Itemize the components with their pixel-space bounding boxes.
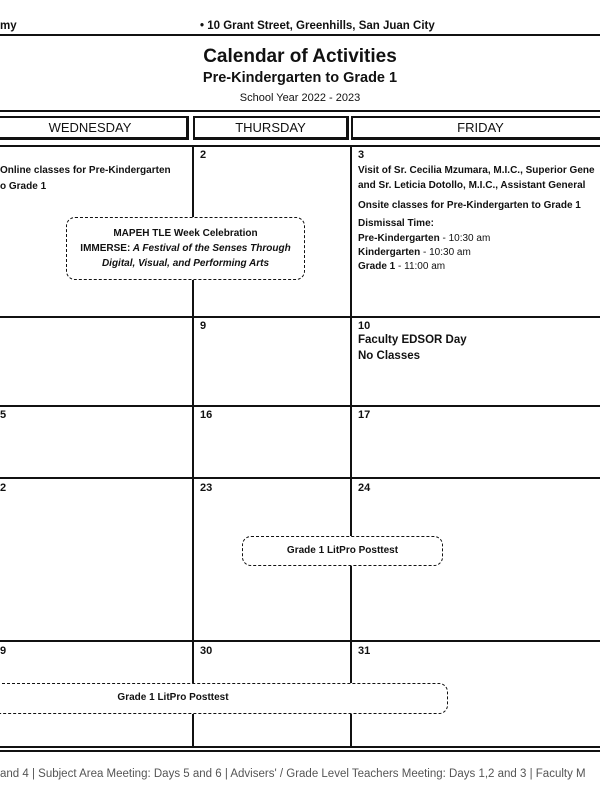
day-number: 30 bbox=[200, 645, 213, 657]
column-header-friday: FRIDAY bbox=[351, 116, 600, 140]
page-title: Calendar of Activities bbox=[203, 46, 397, 67]
day-number: 17 bbox=[358, 409, 371, 421]
dismissal-level: Pre-Kindergarten bbox=[358, 233, 440, 244]
dismissal-time: - 10:30 am bbox=[420, 247, 471, 258]
event-mapeh-immerse: IMMERSE: bbox=[80, 243, 131, 254]
column-header-thursday: THURSDAY bbox=[193, 116, 349, 140]
column-header-wednesday: WEDNESDAY bbox=[0, 116, 189, 140]
day-number: 3 bbox=[358, 149, 365, 161]
day-number: 9 bbox=[200, 320, 207, 332]
grid-line-week4 bbox=[0, 477, 600, 479]
day-number: 23 bbox=[200, 482, 213, 494]
school-year: School Year 2022 - 2023 bbox=[239, 92, 361, 104]
dismissal-row bbox=[358, 259, 445, 274]
event-litpro-posttest-week4[interactable] bbox=[242, 536, 443, 566]
grid-line-top bbox=[0, 145, 600, 147]
event-litpro-label: Grade 1 LitPro Posttest bbox=[117, 692, 229, 703]
dismissal-time: - 11:00 am bbox=[395, 261, 446, 272]
event-mapeh-line3: Digital, Visual, and Performing Arts bbox=[101, 258, 270, 269]
grid-line-bottom bbox=[0, 746, 600, 748]
fri-week1-dismissal-heading: Dismissal Time: bbox=[358, 218, 434, 229]
event-litpro-label: Grade 1 LitPro Posttest bbox=[286, 545, 399, 556]
grid-line-bottom-double bbox=[0, 750, 600, 752]
header-bottom-rule bbox=[0, 110, 600, 112]
event-mapeh-title: MAPEH TLE Week Celebration bbox=[113, 228, 258, 239]
dismissal-level: Kindergarten bbox=[358, 247, 421, 258]
dismissal-level: Grade 1 bbox=[358, 261, 396, 272]
event-litpro-posttest-week5[interactable] bbox=[0, 683, 448, 714]
school-name-fragment: my bbox=[0, 20, 17, 32]
day-number: 10 bbox=[358, 320, 371, 332]
day-number: 5 bbox=[0, 409, 7, 421]
footer-meetings: and 4 | Subject Area Meeting: Days 5 and 6 | Advisers' / Grade Level Teachers Meeting: Days 1,2 and 3 | Faculty M bbox=[0, 768, 586, 780]
event-mapeh-line2 bbox=[67, 241, 304, 256]
fri-week2-line1: Faculty EDSOR Day bbox=[358, 334, 467, 346]
fri-week1-visit-line2: and Sr. Leticia Dotollo, M.I.C., Assistant General bbox=[358, 180, 586, 191]
school-address: • 10 Grant Street, Greenhills, San Juan City bbox=[200, 20, 435, 32]
event-mapeh-tle-week[interactable] bbox=[66, 217, 305, 280]
fri-week1-onsite: Onsite classes for Pre-Kindergarten to Grade 1 bbox=[358, 200, 581, 211]
wed-week1-line2: o Grade 1 bbox=[0, 181, 47, 192]
day-number: 2 bbox=[200, 149, 207, 161]
grid-line-week5 bbox=[0, 640, 600, 642]
fri-week2-line2: No Classes bbox=[358, 350, 421, 362]
day-number: 9 bbox=[0, 645, 7, 657]
wed-week1-line1: Online classes for Pre-Kindergarten bbox=[0, 165, 171, 176]
grid-line-week3 bbox=[0, 405, 600, 407]
dismissal-row bbox=[358, 231, 490, 246]
day-number: 2 bbox=[0, 482, 7, 494]
dismissal-time: - 10:30 am bbox=[439, 233, 491, 244]
day-number: 24 bbox=[358, 482, 371, 494]
day-number: 16 bbox=[200, 409, 213, 421]
header-line bbox=[0, 20, 600, 34]
grid-divider-thu-fri bbox=[350, 145, 352, 748]
day-number: 31 bbox=[358, 645, 371, 657]
header-top-rule bbox=[0, 34, 600, 36]
fri-week1-visit-line1: Visit of Sr. Cecilia Mzumara, M.I.C., Superior Gene bbox=[358, 165, 595, 176]
page-subtitle: Pre-Kindergarten to Grade 1 bbox=[202, 70, 398, 86]
grid-line-week2 bbox=[0, 316, 600, 318]
event-mapeh-festival: A Festival of the Senses Through bbox=[130, 243, 291, 254]
dismissal-row bbox=[358, 245, 471, 260]
